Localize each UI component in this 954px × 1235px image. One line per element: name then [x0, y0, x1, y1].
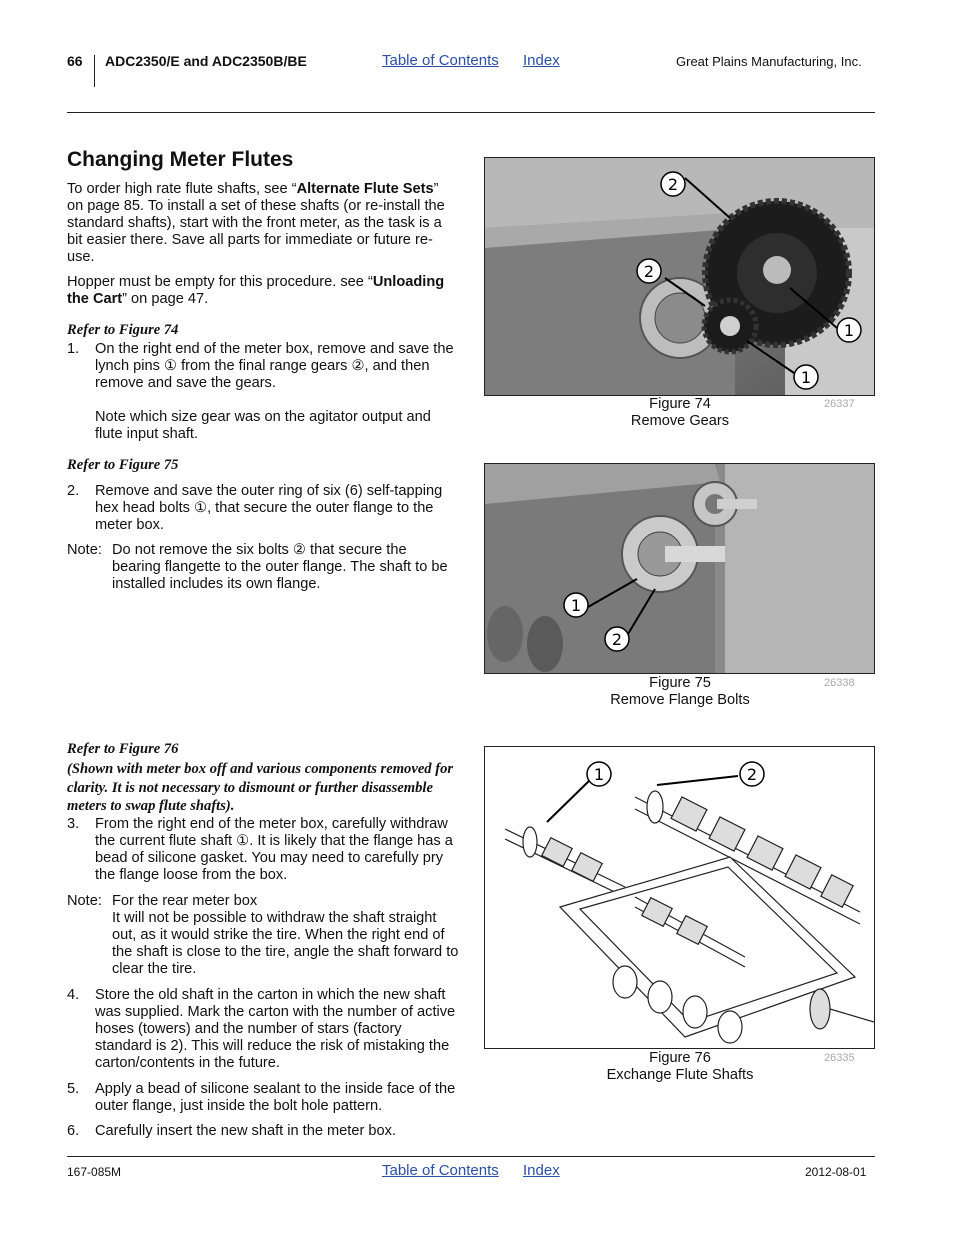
- step-1-text: On the right end of the meter box, remove and save the lynch pins ① from the final range gears ②, and then remove and save the gears.: [95, 341, 454, 391]
- step-5-number: 5.: [67, 1081, 80, 1097]
- refer-figure-74: Refer to Figure 74: [67, 322, 179, 338]
- refer-figure-76-sub: (Shown with meter box off and various components removed for clarity. It is not necessary to dismount or further disassemble meters to swap flute shafts).: [67, 761, 454, 814]
- step-1-number: 1.: [67, 341, 80, 357]
- step-3-text: From the right end of the meter box, carefully withdraw the current flute shaft ①. It is likely that the flange has a bead of silicone gasket. You may need to carefully pry the flange loose from the box.: [95, 816, 453, 883]
- step-4-text: Store the old shaft in the carton in which the new shaft was supplied. Mark the carton with the number of active hoses (towers) and the number of stars (factory standard is 2). This will reduce the risk of mistaking the carton/contents in the future.: [95, 987, 456, 1071]
- index-link-header[interactable]: Index: [523, 52, 560, 69]
- figure-76-number: Figure 76: [649, 1050, 711, 1066]
- step-1-note: Note which size gear was on the agitator output and flute input shaft.: [95, 409, 431, 442]
- figure-74-image-id: 26337: [824, 398, 855, 410]
- index-link-footer[interactable]: Index: [523, 1162, 560, 1179]
- callout-2a-label: 2: [667, 175, 679, 194]
- note-1: [67, 542, 457, 593]
- callout-1-label: 1: [570, 596, 582, 615]
- company-name: Great Plains Manufacturing, Inc.: [676, 54, 862, 69]
- intro-p1-text-a: To order high rate flute shafts, see “: [67, 181, 297, 197]
- refer-figure-76: Refer to Figure 76: [67, 741, 179, 757]
- figure-76-image-id: 26335: [824, 1052, 855, 1064]
- step-6-text: Carefully insert the new shaft in the meter box.: [95, 1123, 396, 1139]
- refer-figure-75: Refer to Figure 75: [67, 457, 179, 473]
- note-2-title: For the rear meter box: [112, 893, 258, 909]
- note-2-text: It will not be possible to withdraw the shaft straight out, as it would strike the tire. When the right end of the shaft is close to the tire, angle the shaft forward to clear the tire.: [112, 910, 459, 977]
- section-title: Changing Meter Flutes: [67, 148, 294, 171]
- figure-76-caption: [580, 1050, 780, 1084]
- step-6-number: 6.: [67, 1123, 80, 1139]
- footer-rule: [67, 1156, 875, 1157]
- intro-p2-text-b: ” on page 47.: [122, 291, 209, 307]
- figure-75-title: Remove Flange Bolts: [610, 692, 750, 708]
- callout-2b-label: 2: [643, 262, 655, 281]
- figure-74-title: Remove Gears: [630, 413, 730, 429]
- flute-shafts-line-drawing: [485, 747, 874, 1048]
- header-divider: [94, 55, 95, 87]
- unloading-cart-ref: Unloading the Cart: [67, 274, 445, 307]
- step-3: [67, 816, 457, 884]
- flange-bolts-photo-illustration: [485, 464, 874, 673]
- callout-1b-label: 1: [800, 368, 812, 387]
- toc-link-footer[interactable]: Table of Contents: [382, 1162, 499, 1179]
- note-1-label: Note:: [67, 542, 102, 558]
- note-1-text: Do not remove the six bolts ② that secure the bearing flangette to the outer flange. The shaft to be installed includes its own flange.: [112, 542, 448, 592]
- gears-photo-illustration: [485, 158, 874, 395]
- alternate-flute-sets-ref: Alternate Flute Sets: [296, 181, 434, 197]
- note-2: [67, 893, 459, 978]
- figure-75-photo: [484, 463, 875, 674]
- part-number: 167-085M: [67, 1165, 122, 1179]
- figure-75-caption: [580, 675, 780, 709]
- figure-76-title: Exchange Flute Shafts: [606, 1067, 754, 1083]
- intro-p1-text-b: ” on page 85. To install a set of these shafts (or re-install the standard shafts), start with the front meter, as the task is a bit easier there. Save all parts for immediate or future re-use.: [67, 181, 445, 265]
- intro-p2-text-a: Hopper must be empty for this procedure. see “: [67, 274, 373, 290]
- step-4-number: 4.: [67, 987, 80, 1003]
- callout-1a-label: 1: [843, 321, 855, 340]
- toc-link-header[interactable]: Table of Contents: [382, 52, 499, 69]
- publication-date: 2012-08-01: [805, 1165, 867, 1179]
- callout-2-label: 2: [746, 765, 758, 784]
- step-2: [67, 483, 457, 534]
- figure-74-number: Figure 74: [649, 396, 711, 412]
- figure-75-number: Figure 75: [649, 675, 711, 691]
- step-5: [67, 1081, 459, 1115]
- step-6: [67, 1123, 459, 1140]
- callout-1-label: 1: [593, 765, 605, 784]
- doc-title: ADC2350/E and ADC2350B/BE: [105, 53, 307, 69]
- intro-paragraph-2: [67, 274, 457, 308]
- step-3-number: 3.: [67, 816, 80, 832]
- header-rule: [67, 112, 875, 113]
- callout-2-label: 2: [611, 630, 623, 649]
- figure-74-photo: [484, 157, 875, 396]
- figure-75-image-id: 26338: [824, 677, 855, 689]
- figure-76-drawing: [484, 746, 875, 1049]
- figure-74-caption: [580, 396, 780, 430]
- step-5-text: Apply a bead of silicone sealant to the inside face of the outer flange, just inside the bolt hole pattern.: [95, 1081, 456, 1114]
- step-4: [67, 987, 459, 1072]
- note-2-label: Note:: [67, 893, 102, 909]
- intro-paragraph-1: [67, 181, 457, 266]
- step-2-number: 2.: [67, 483, 80, 499]
- step-2-text: Remove and save the outer ring of six (6) self-tapping hex head bolts ①, that secure the outer flange to the meter box.: [95, 483, 443, 533]
- step-1: [67, 341, 457, 443]
- page-number: 66: [67, 53, 83, 69]
